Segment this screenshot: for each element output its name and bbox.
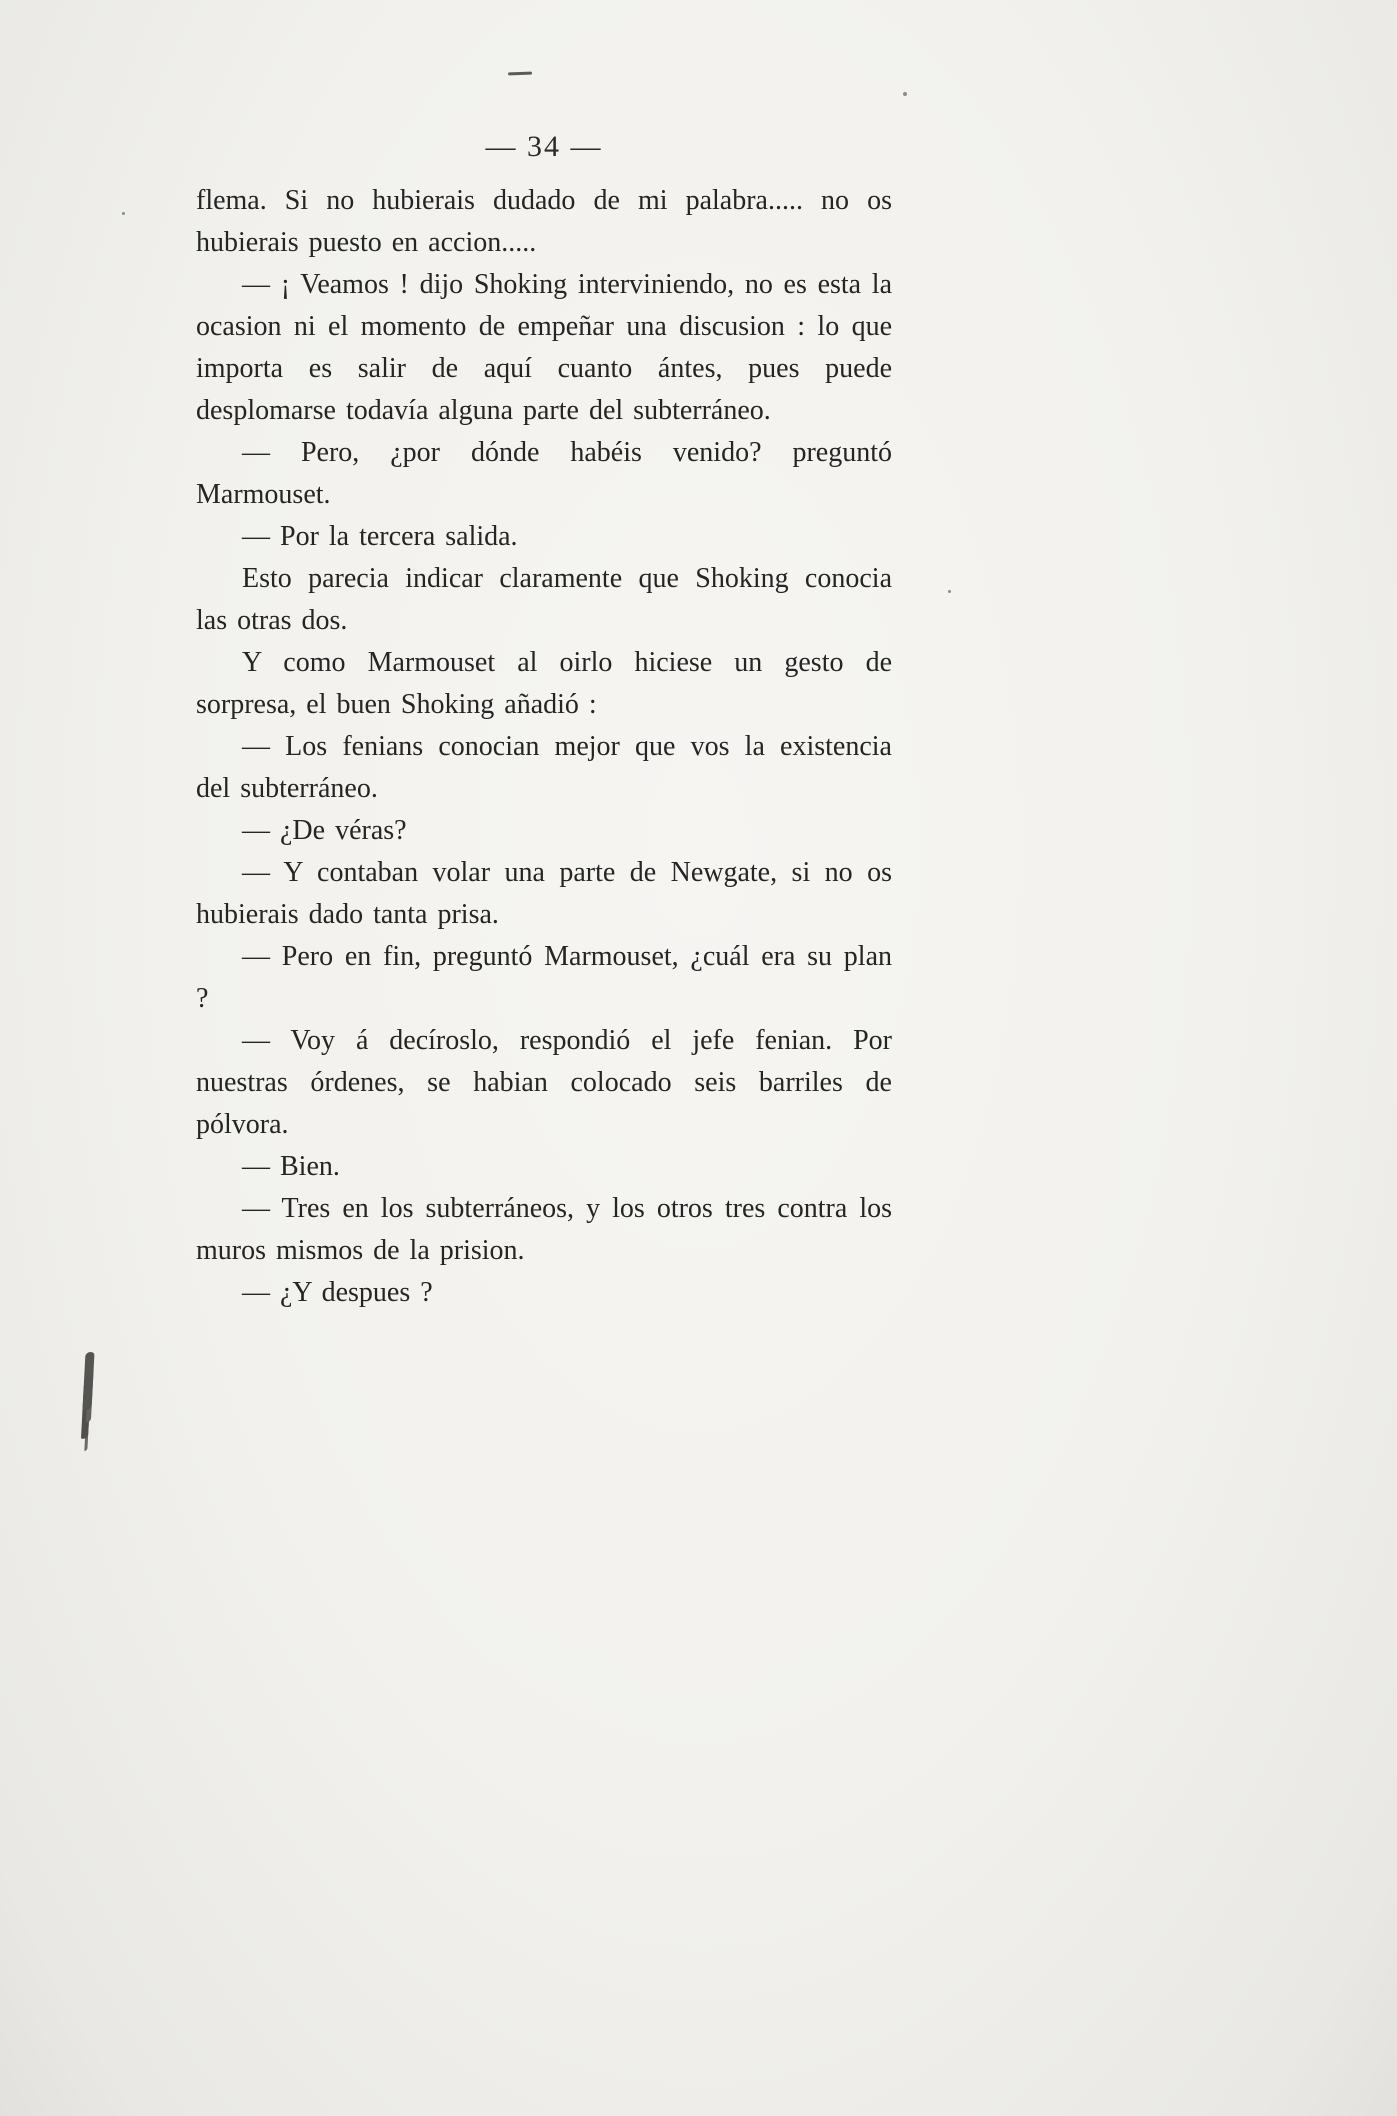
scan-speck: [903, 92, 907, 96]
paragraph: — Bien.: [242, 1151, 340, 1182]
ink-smudge: [82, 1352, 94, 1410]
paragraph: — ¿Y despues ?: [242, 1277, 433, 1308]
paragraph: — Tres en los subterráneos, y los otros tres contra los muros mismos de la prision.: [196, 1193, 892, 1266]
paragraph: — Los fenians conocian mejor que vos la existencia del subterráneo.: [196, 731, 892, 804]
paragraph: — Pero en fin, preguntó Marmouset, ¿cuál era su plan ?: [196, 941, 892, 1014]
paragraph: — ¡ Veamos ! dijo Shoking interviniendo, no es esta la ocasion ni el momento de empeñar una discusion : lo que importa es salir de aquí cuanto ántes, pues puede desplomarse todavía alguna parte del subterráneo.: [196, 269, 892, 426]
paragraph: — Por la tercera salida.: [242, 521, 518, 552]
paragraph: — Pero, ¿por dónde habéis venido? preguntó Marmouset.: [196, 437, 892, 510]
page-text-block: [196, 130, 892, 1314]
paragraph: — Y contaban volar una parte de Newgate, si no os hubierais dado tanta prisa.: [196, 857, 892, 930]
paragraph: flema. Si no hubierais dudado de mi palabra..... no os hubierais puesto en accion.....: [196, 185, 892, 258]
paragraph: Esto parecia indicar claramente que Shoking conocia las otras dos.: [196, 563, 892, 636]
scan-speck: [122, 212, 125, 215]
paragraph: — ¿De véras?: [242, 815, 407, 846]
paragraph: Y como Marmouset al oirlo hiciese un gesto de sorpresa, el buen Shoking añadió :: [196, 647, 892, 720]
paragraph: — Voy á decíroslo, respondió el jefe fenian. Por nuestras órdenes, se habian colocado seis barriles de pólvora.: [196, 1025, 892, 1140]
page-number: — 34 —: [485, 130, 603, 163]
scan-speck: [948, 590, 951, 593]
scan-artifact-dash: [508, 72, 532, 76]
